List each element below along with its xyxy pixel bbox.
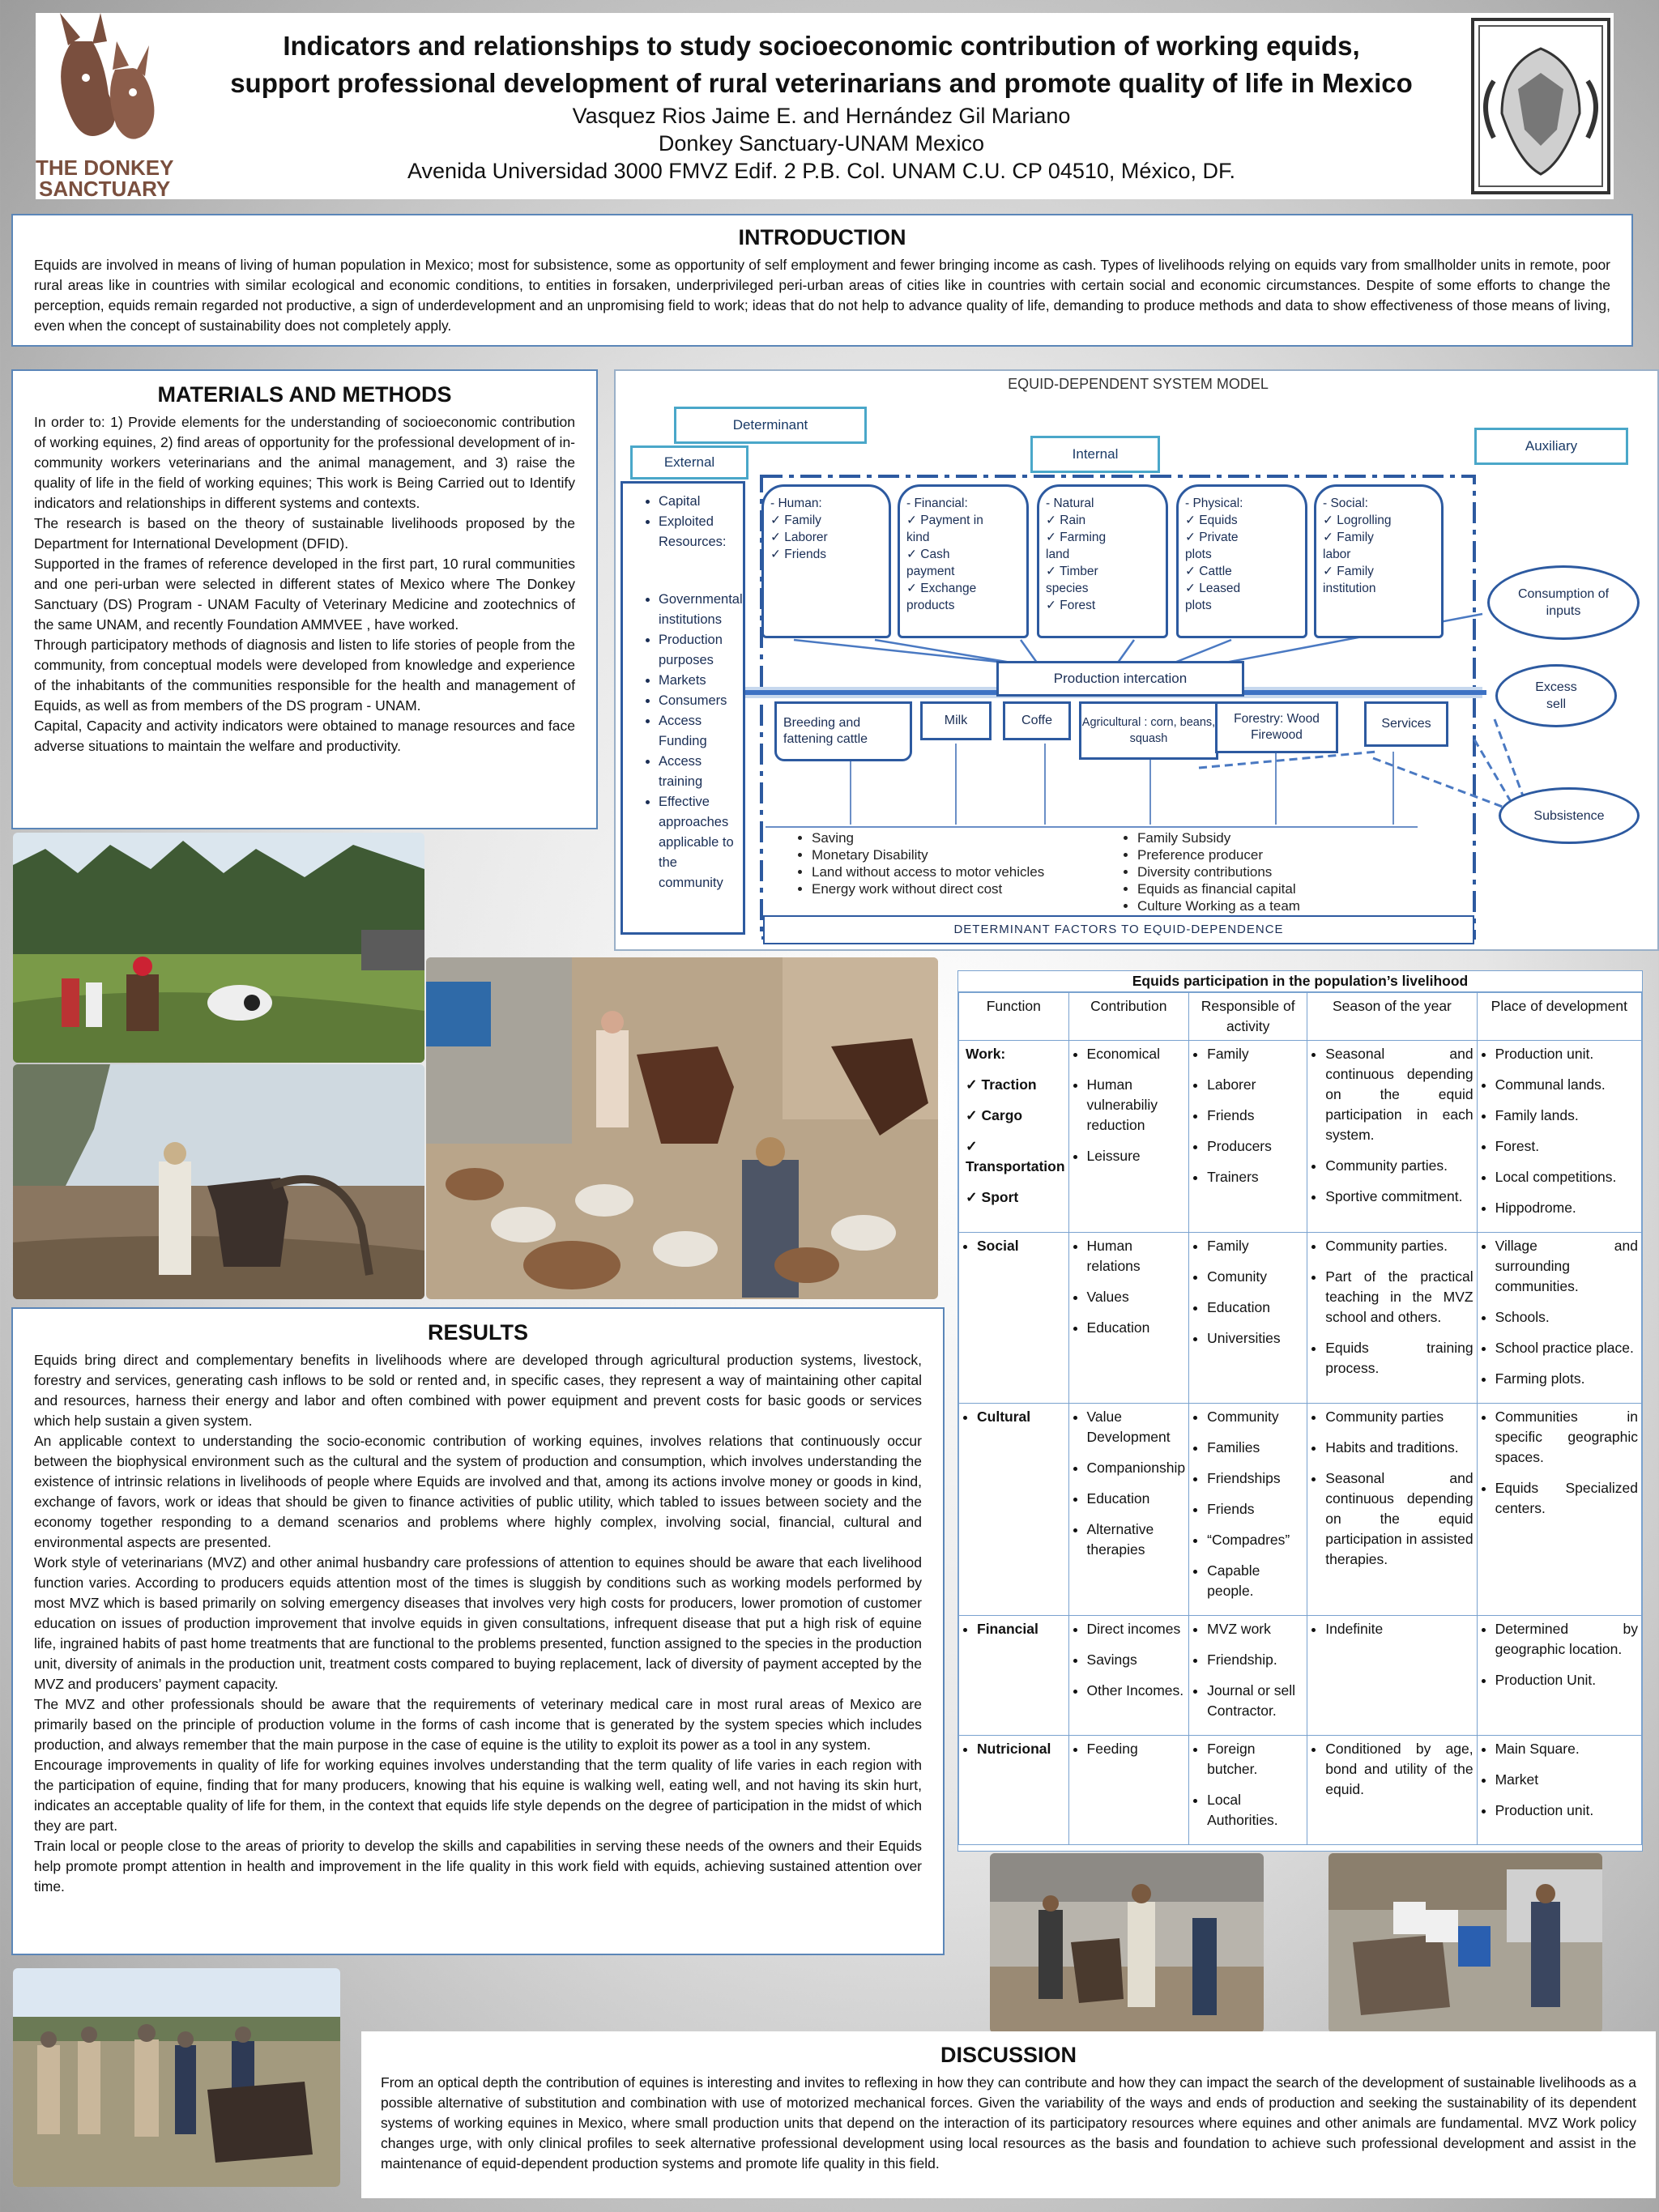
card-item: ✓ Forest xyxy=(1046,599,1096,612)
table-cell-contribution xyxy=(1068,1233,1189,1404)
card-item: ✓ Laborer xyxy=(770,531,828,544)
factor-item: • Land without access to motor vehicles xyxy=(812,863,1044,880)
organization: Donkey Sanctuary-UNAM Mexico xyxy=(658,131,985,156)
capital-card-social xyxy=(1314,484,1444,638)
results-paragraph: Encourage improvements in quality of life for working equines involves understanding that the term quality of life varies in each region with the participation of equine, finding that for many producers, knowing that his equine is walking well, eating well, and not having its skin hurt, indicates an acceptable quality of life for them, in the context that equids life style depends on the degree of participation in the midst of which they are part. xyxy=(34,1757,922,1834)
external-item: • Consumers xyxy=(659,691,736,711)
factor-item: • Culture Working as a team xyxy=(1137,897,1300,914)
factor-item: • Equids as financial capital xyxy=(1137,880,1300,897)
product-box: Breeding and fattening cattle xyxy=(774,701,912,761)
photo-riders-field-image xyxy=(13,833,424,1063)
table-cell-item: • Market xyxy=(1495,1770,1638,1790)
table-cell-item: • Habits and traditions. xyxy=(1325,1438,1473,1458)
external-item: • Access Funding xyxy=(659,711,736,752)
table-cell-item: • Companionship xyxy=(1087,1458,1186,1478)
authors: Vasquez Rios Jaime E. and Hernández Gil Mariano xyxy=(572,104,1071,128)
discussion-section xyxy=(361,2031,1656,2198)
table-cell-item: • Values xyxy=(1087,1287,1186,1307)
table-cell-place xyxy=(1477,1736,1641,1845)
introduction-text: Equids are involved in means of living of human population in Mexico; most for subsistence, some as opportunity of self employment and fewer bringing income as cash. Types of livelihoods relying on equids vary from smallholder units in remote, poor rural areas like in countries with similar ecological and economic conditions, to entities in forsaken, underprivileged peri-urban areas of cities like in countries with certain social and economic circumstances. Despite of some efforts to change the perception, equids remain regarded not productive, a sign of underdevelopment and an unpromising field to work; ideas that do not help to advance quality of life, demanding to produce methods and data to show effectiveness of those means of living, even when the concept of sustainability does not completely apply. xyxy=(34,257,1610,334)
card-head: - Financial: xyxy=(906,497,968,510)
table-cell-item: • Education xyxy=(1087,1489,1186,1509)
table-cell-item: • Community parties xyxy=(1325,1407,1473,1427)
external-item: • Governmental institutions xyxy=(659,590,736,630)
production-interaction-box: Production intercation xyxy=(996,661,1244,697)
column-header: Function xyxy=(959,993,1069,1041)
table-header-row xyxy=(959,993,1642,1041)
table-cell-contribution xyxy=(1068,1404,1189,1616)
table-cell-item: • Communities in specific geographic spaces. xyxy=(1495,1407,1638,1468)
card-head: - Social: xyxy=(1323,497,1368,510)
card-item: payment xyxy=(906,565,955,578)
table-cell-item: • Forest. xyxy=(1495,1136,1638,1157)
column-header: Responsible of activity xyxy=(1189,993,1307,1041)
table-cell-item: • Friends xyxy=(1207,1499,1303,1519)
table-cell-responsible xyxy=(1189,1736,1307,1845)
card-item: ✓ Family xyxy=(1323,565,1374,578)
results-paragraph: The MVZ and other professionals should be aware that the requirements of veterinary medical care in most rural areas of Mexico are primarily based on the principle of production volume in the forms of cash income that is generated by the system species which includes production, and always remember that the main purpose in the case of equine is the utility to exploit its power as a tool in any system. xyxy=(34,1696,922,1753)
card-item: ✓ Family xyxy=(1323,531,1374,544)
table-row xyxy=(959,1041,1642,1233)
table-cell-item: • Human vulnerabiliy reduction xyxy=(1087,1075,1186,1136)
determinant-factors-footer: DETERMINANT FACTORS TO EQUID-DEPENDENCE xyxy=(763,915,1474,944)
consumption-of-inputs-oval: Consumption of inputs xyxy=(1487,565,1640,640)
table-cell-item: • Capable people. xyxy=(1207,1561,1303,1601)
logo-line-2: SANCTUARY xyxy=(39,177,171,199)
table-cell-item: ✓ Sport xyxy=(966,1189,1019,1205)
results-paragraph: Work style of veterinarians (MVZ) and other animal husbandry care professions of attention to equines should be aware that each livelihood function varies. According to producers equids attention most of the times is sluggish by conditions such as working models performed by most MVZ which is based primarily on solving emergency diseases that involves very high costs for producers, lower promotion of customer education on issues of production improvement that involve equids in given consultations, infrequent disease that put a high risk of equine life, ingrained habits of past home treatments that are functional to the problems presented, function assigned to the species in the production unit, diversity of animals in the production unit, treatment costs compared to buying replacement, lack of diversity of payment accepted by the MVZ and producers’ payment capacity. xyxy=(34,1554,922,1692)
photo-donkey-farm xyxy=(13,1064,424,1299)
table-cell-item: • Alternative therapies xyxy=(1087,1519,1186,1560)
discussion-title: DISCUSSION xyxy=(940,2043,1077,2067)
card-item: labor xyxy=(1323,548,1351,561)
table-cell-item: • Human relations xyxy=(1087,1236,1186,1276)
table-cell-item: • Farming plots. xyxy=(1495,1369,1638,1389)
table-cell-item: • Production unit. xyxy=(1495,1801,1638,1821)
table-cell-item: • Seasonal and continuous depending on the equid participation in assisted therapies. xyxy=(1325,1468,1473,1570)
table-cell-item: • Equids training process. xyxy=(1325,1338,1473,1379)
title-line-2: support professional development of rural veterinarians and promote quality of life in Mexico xyxy=(230,68,1413,98)
card-item: ✓ Payment in xyxy=(906,514,983,527)
auxiliary-label: Auxiliary xyxy=(1474,428,1628,465)
table-cell-item: • Feeding xyxy=(1087,1739,1186,1759)
card-item: ✓ Farming xyxy=(1046,531,1107,544)
livelihood-table xyxy=(958,992,1642,1845)
table-cell-item: ✓ Transportation xyxy=(966,1138,1065,1174)
table-cell-item: Work: xyxy=(966,1046,1006,1062)
card-item: ✓ Cash xyxy=(906,548,950,561)
table-cell-place xyxy=(1477,1041,1641,1233)
table-cell-item: ✓ Traction xyxy=(966,1076,1037,1093)
product-box: Forestry: Wood Firewood xyxy=(1215,701,1338,753)
table-cell-item: • Universities xyxy=(1207,1328,1303,1349)
external-item: • Access training xyxy=(659,752,736,792)
table-cell-item: • Journal or sell Contractor. xyxy=(1207,1681,1303,1721)
table-cell-function xyxy=(959,1404,1069,1616)
factor-item: • Monetary Disability xyxy=(812,846,1044,863)
capital-card-natural xyxy=(1037,484,1168,638)
table-cell-item: • Value Development xyxy=(1087,1407,1186,1447)
card-item: ✓ Leased xyxy=(1185,582,1241,595)
card-item: species xyxy=(1046,582,1089,595)
product-box: Services xyxy=(1364,701,1448,747)
table-cell-item: • Determined by geographic location. xyxy=(1495,1619,1638,1660)
table-cell-item: • Main Square. xyxy=(1495,1739,1638,1759)
column-header: Place of development xyxy=(1477,993,1641,1041)
table-cell-item: • Friends xyxy=(1207,1106,1303,1126)
unam-seal xyxy=(1469,16,1612,196)
table-row xyxy=(959,1616,1642,1736)
methods-paragraph: Through participatory methods of diagnosis and listen to life stories of people from the community, from conceptual models were developed from knowledge and experience of the inhabitants of the communities responsible for the health and management of Equids, as well as from members of the DS program - UNAM. xyxy=(34,637,575,714)
factor-item: • Saving xyxy=(812,829,1044,846)
external-item: • Exploited Resources: xyxy=(659,512,736,552)
photo-group-donkeys xyxy=(13,1968,340,2187)
introduction-title: INTRODUCTION xyxy=(738,225,906,249)
table-cell-season xyxy=(1307,1041,1477,1233)
table-cell-season xyxy=(1307,1233,1477,1404)
table-cell-item: • MVZ work xyxy=(1207,1619,1303,1639)
table-cell-item: • Financial xyxy=(977,1619,1065,1639)
table-cell-item: • Village and surrounding communities. xyxy=(1495,1236,1638,1297)
table-cell-item: • Education xyxy=(1087,1318,1186,1338)
determinant-label: Determinant xyxy=(674,407,867,444)
table-cell-item: • Communal lands. xyxy=(1495,1075,1638,1095)
table-cell-responsible xyxy=(1189,1041,1307,1233)
photo-men-with-donkeys-image xyxy=(990,1853,1264,2033)
methods-section xyxy=(11,369,598,829)
card-item: plots xyxy=(1185,548,1212,561)
poster-title xyxy=(214,28,1429,185)
table-cell-item: • Families xyxy=(1207,1438,1303,1458)
table-cell-item: • Other Incomes. xyxy=(1087,1681,1186,1701)
factor-item: • Family Subsidy xyxy=(1137,829,1300,846)
excess-sell-oval: Excess sell xyxy=(1495,664,1617,727)
poster-header xyxy=(36,13,1614,199)
results-paragraph: Equids bring direct and complementary benefits in livelihoods where are developed through agricultural production systems, livestock, forestry and services, generating cash inflows to be sold or rented and, in specific cases, they represent a way of maintaining other capital and resources, harness their energy and labor and often combined with power equipment and prevent costs for basic goods or services which help sustain a given system. xyxy=(34,1352,922,1429)
photo-donkey-loaded xyxy=(1328,1853,1602,2033)
methods-paragraph: The research is based on the theory of sustainable livelihoods proposed by the Department for International Development (DFID). xyxy=(34,515,575,552)
card-item: ✓ Friends xyxy=(770,548,826,561)
table-cell-responsible xyxy=(1189,1616,1307,1736)
table-cell-item: • Production Unit. xyxy=(1495,1670,1638,1690)
table-cell-contribution xyxy=(1068,1736,1189,1845)
external-factors-box xyxy=(621,481,745,935)
card-item: ✓ Equids xyxy=(1185,514,1238,527)
table-cell-contribution xyxy=(1068,1041,1189,1233)
system-model-diagram xyxy=(614,369,1659,951)
card-item: ✓ Logrolling xyxy=(1323,514,1392,527)
photo-goats-donkeys-image xyxy=(426,957,938,1299)
external-item: • Markets xyxy=(659,671,736,691)
photo-riders-field xyxy=(13,833,424,1063)
factors-right-list xyxy=(1118,829,1300,914)
table-cell-item: • Friendship. xyxy=(1207,1650,1303,1670)
table-cell-season xyxy=(1307,1616,1477,1736)
card-head: - Natural xyxy=(1046,497,1094,510)
card-item: ✓ Exchange xyxy=(906,582,977,595)
results-section xyxy=(11,1307,945,1955)
card-item: ✓ Rain xyxy=(1046,514,1086,527)
table-cell-item: • Conditioned by age, bond and utility of the equid. xyxy=(1325,1739,1473,1800)
card-item: institution xyxy=(1323,582,1376,595)
external-item: • Capital xyxy=(659,492,736,512)
table-cell-item: • School practice place. xyxy=(1495,1338,1638,1358)
table-cell-item: ✓ Cargo xyxy=(966,1107,1023,1123)
unam-seal-icon xyxy=(1469,16,1612,196)
table-row xyxy=(959,1736,1642,1845)
card-item: ✓ Family xyxy=(770,514,821,527)
capital-card-financial xyxy=(898,484,1029,638)
table-cell-item: • Savings xyxy=(1087,1650,1186,1670)
table-cell-item: • Education xyxy=(1207,1298,1303,1318)
photo-donkey-loaded-image xyxy=(1328,1853,1602,2033)
table-cell-contribution xyxy=(1068,1616,1189,1736)
capital-card-human xyxy=(761,484,891,638)
table-cell-item: • Local Authorities. xyxy=(1207,1790,1303,1831)
table-cell-responsible xyxy=(1189,1404,1307,1616)
card-item: plots xyxy=(1185,599,1212,612)
table-cell-item: • “Compadres” xyxy=(1207,1530,1303,1550)
table-cell-item: • Direct incomes xyxy=(1087,1619,1186,1639)
table-cell-item: • Indefinite xyxy=(1325,1619,1473,1639)
methods-paragraph: Supported in the frames of reference developed in the first part, 10 rural communities and one peri-urban were selected in different states of Mexico where The Donkey Sanctuary (DS) Program - UNAM Faculty of Veterinary Medicine and zootechnics of the same UNAM, and recently Foundation AMMVEE , have worked. xyxy=(34,556,575,633)
factor-item: • Energy work without direct cost xyxy=(812,880,1044,897)
table-cell-item: • Foreign butcher. xyxy=(1207,1739,1303,1779)
table-cell-item: • Comunity xyxy=(1207,1267,1303,1287)
table-cell-item: • Part of the practical teaching in the MVZ school and others. xyxy=(1325,1267,1473,1328)
table-cell-item: • Seasonal and continuous depending on the equid participation in each system. xyxy=(1325,1044,1473,1145)
product-box: Coffe xyxy=(1003,701,1071,740)
table-cell-item: • Sportive commitment. xyxy=(1325,1187,1473,1207)
results-paragraph: An applicable context to understanding the socio-economic contribution of working equines, involves relations that continuously occur between the biophysical environment such as the cultural and the system of production and consumption, which involves understanding the existence of intrinsic relations in livelihoods of people where Equids are involved and that, among its actions involve money or goods in kind, exchange of favors, work or ideas that should be given to finance activities of public utility, which tabled to issues between society and the economy together responding to a demand scenarios and problems where highly complex, involving social, financial, cultural and environmental aspects are presented. xyxy=(34,1433,922,1550)
donkey-logo-icon xyxy=(36,13,181,199)
table-cell-item: • Local competitions. xyxy=(1495,1167,1638,1187)
title-line-1: Indicators and relationships to study socioeconomic contribution of working equids, xyxy=(283,31,1360,61)
table-cell-item: • Trainers xyxy=(1207,1167,1303,1187)
logo-line-1: THE DONKEY xyxy=(36,156,174,180)
table-row xyxy=(959,1404,1642,1616)
methods-paragraph: In order to: 1) Provide elements for the understanding of socioeconomic contribution of working equines, 2) find areas of opportunity for the professional development of in-community workers veterinarians and the animal management, and 3) raise the quality of life in the field of working equines; This work is Being Carried out to Identify indicators and relationships in different systems and contexts. xyxy=(34,414,575,511)
table-cell-item: • Social xyxy=(977,1236,1065,1256)
table-cell-item: • Schools. xyxy=(1495,1307,1638,1328)
table-cell-item: • Leissure xyxy=(1087,1146,1186,1166)
diagram-title: EQUID-DEPENDENT SYSTEM MODEL xyxy=(1008,376,1269,392)
table-cell-item: • Hippodrome. xyxy=(1495,1198,1638,1218)
product-box: Agricultural : corn, beans, squash xyxy=(1079,701,1218,760)
results-paragraph: Train local or people close to the areas of priority to develop the skills and capabilities in serving these needs of the owners and their Equids help promote prompt attention in health and improvement in the life quality in this work field with equids, achieving sustained attention over time. xyxy=(34,1838,922,1894)
table-cell-place xyxy=(1477,1404,1641,1616)
table-cell-item: • Equids Specialized centers. xyxy=(1495,1478,1638,1519)
table-caption: Equids participation in the population’s livelihood xyxy=(958,971,1642,992)
table-cell-item: • Economical xyxy=(1087,1044,1186,1064)
table-cell-item: • Community xyxy=(1207,1407,1303,1427)
table-cell-responsible xyxy=(1189,1233,1307,1404)
table-cell-item: • Producers xyxy=(1207,1136,1303,1157)
table-cell-item: • Community parties. xyxy=(1325,1236,1473,1256)
table-cell-item: • Family xyxy=(1207,1236,1303,1256)
livelihood-table-container xyxy=(957,970,1643,1852)
external-item: • Production purposes xyxy=(659,630,736,671)
table-cell-function xyxy=(959,1233,1069,1404)
methods-title: MATERIALS AND METHODS xyxy=(157,382,452,407)
external-item: • Effective approaches applicable to the community xyxy=(659,792,736,893)
table-cell-item: • Laborer xyxy=(1207,1075,1303,1095)
introduction-section xyxy=(11,214,1633,347)
card-item: ✓ Timber xyxy=(1046,565,1098,578)
table-cell-function xyxy=(959,1616,1069,1736)
card-item: products xyxy=(906,599,955,612)
methods-paragraph: Capital, Capacity and activity indicators were obtained to manage resources and face adverse situations to maintain the welfare and productivity. xyxy=(34,718,575,754)
card-item: ✓ Cattle xyxy=(1185,565,1232,578)
table-cell-item: • Production unit. xyxy=(1495,1044,1638,1064)
product-box: Milk xyxy=(920,701,992,740)
card-head: - Physical: xyxy=(1185,497,1243,510)
table-cell-place xyxy=(1477,1233,1641,1404)
table-cell-season xyxy=(1307,1736,1477,1845)
subsistence-oval: Subsistence xyxy=(1499,787,1640,844)
results-title: RESULTS xyxy=(427,1320,528,1345)
capital-card-physical xyxy=(1176,484,1307,638)
table-cell-item: • Nutricional xyxy=(977,1739,1065,1759)
internal-label: Internal xyxy=(1030,436,1160,473)
table-row xyxy=(959,1233,1642,1404)
factor-item: • Preference producer xyxy=(1137,846,1300,863)
photo-group-donkeys-image xyxy=(13,1968,340,2187)
card-item: land xyxy=(1046,548,1070,561)
donkey-sanctuary-logo xyxy=(36,13,181,199)
table-cell-place xyxy=(1477,1616,1641,1736)
card-item: ✓ Private xyxy=(1185,531,1239,544)
factors-left-list xyxy=(792,829,1044,897)
table-cell-function xyxy=(959,1041,1069,1233)
table-cell-item: • Community parties. xyxy=(1325,1156,1473,1176)
external-factors-list xyxy=(644,492,743,893)
table-cell-item: • Family xyxy=(1207,1044,1303,1064)
card-item: kind xyxy=(906,531,930,544)
discussion-text: From an optical depth the contribution of equines is interesting and invites to reflexing in how they can contribute and how they can impact the search of the development of sustainable livelihoods as a possible alternative of substitution and combination with use of motorized mechanical forces. Given the variability of the ways and ends of production and seeking the sustainability of its dependent systems of working equines in Mexico, where small production units that depend on the interaction of its participatory resources where equines and other animals are fundamental. MVZ Work policy changes urge, with only clinical profiles to seek alternative professional development using local resources as the basis and foundation to achieve such professional development and assist in the maintenance of equid-dependent production systems and promote life quality in this field. xyxy=(381,2074,1636,2172)
table-cell-function xyxy=(959,1736,1069,1845)
card-head: - Human: xyxy=(770,497,822,510)
photo-goats-donkeys xyxy=(426,957,938,1299)
column-header: Contribution xyxy=(1068,993,1189,1041)
table-cell-item: • Friendships xyxy=(1207,1468,1303,1489)
table-cell-item: • Cultural xyxy=(977,1407,1065,1427)
table-cell-item: • Family lands. xyxy=(1495,1106,1638,1126)
photo-men-with-donkeys xyxy=(990,1853,1264,2033)
photo-donkey-farm-image xyxy=(13,1064,424,1299)
table-cell-season xyxy=(1307,1404,1477,1616)
column-header: Season of the year xyxy=(1307,993,1477,1041)
external-label: External xyxy=(630,445,748,479)
factor-item: • Diversity contributions xyxy=(1137,863,1300,880)
address: Avenida Universidad 3000 FMVZ Edif. 2 P.B. Col. UNAM C.U. CP 04510, México, DF. xyxy=(407,159,1235,183)
